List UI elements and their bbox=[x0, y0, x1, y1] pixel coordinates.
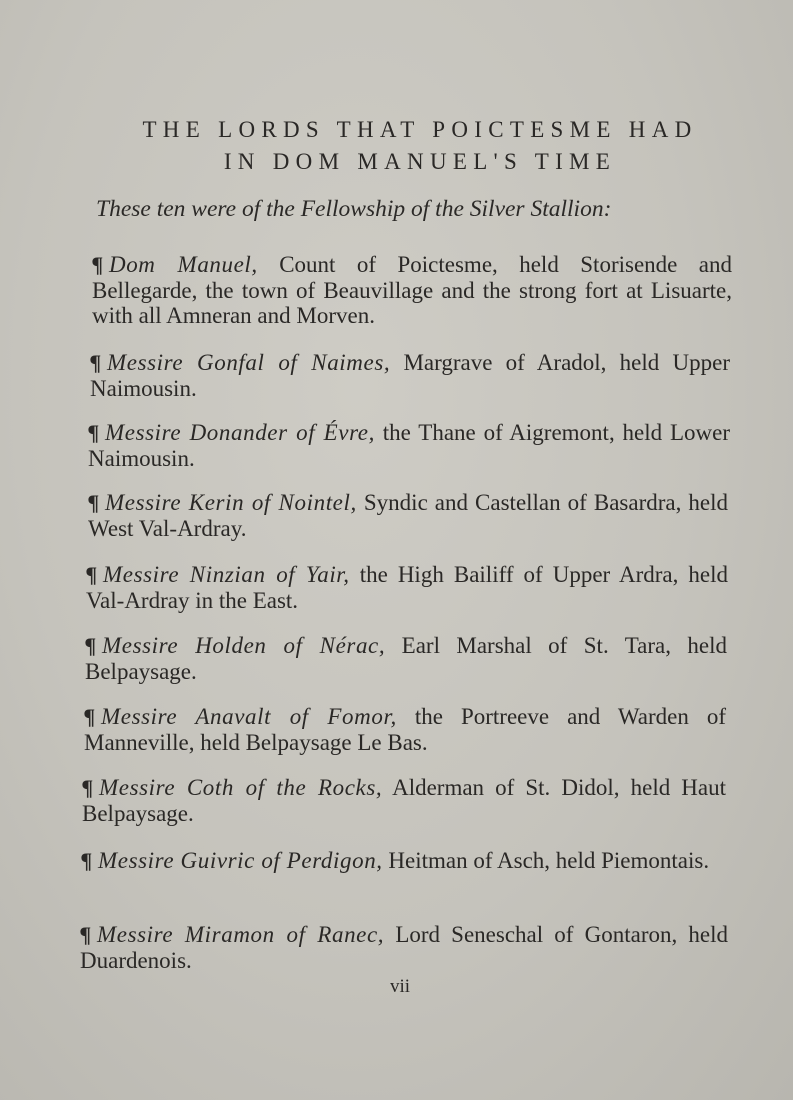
lord-description: Margrave of Aradol, held Upper Naimousin. bbox=[90, 350, 730, 401]
lord-name: Messire Ninzian of Yair, bbox=[103, 562, 350, 587]
lord-entry bbox=[84, 704, 726, 755]
lord-entry bbox=[86, 562, 728, 613]
lord-name: Messire Miramon of Ranec, bbox=[97, 922, 385, 947]
lord-name: Messire Kerin of Nointel, bbox=[105, 490, 357, 515]
lord-description: the High Bailiff of Upper Ardra, held Val-Ardray in the East. bbox=[86, 562, 728, 613]
page-heading-line-1: THE LORDS THAT POICTESME HAD bbox=[142, 117, 698, 142]
lord-description: Earl Marshal of St. Tara, held Belpaysage. bbox=[85, 633, 728, 684]
lord-entry bbox=[88, 490, 728, 541]
lord-description: Syndic and Castellan of Basardra, held West Val-Ardray. bbox=[88, 490, 729, 541]
lord-name: Messire Holden of Nérac, bbox=[102, 633, 386, 658]
pilcrow-mark: ¶ bbox=[82, 775, 93, 800]
pilcrow-mark: ¶ bbox=[85, 633, 96, 658]
lord-description: Lord Seneschal of Gontaron, held Duardenois. bbox=[80, 922, 728, 973]
lord-description: Alderman of St. Didol, held Haut Belpaysage. bbox=[82, 775, 726, 826]
lord-entry bbox=[88, 420, 730, 471]
lord-description: the Thane of Aigremont, held Lower Naimousin. bbox=[88, 420, 730, 471]
lord-name: Messire Gonfal of Naimes, bbox=[107, 350, 391, 375]
lord-entry bbox=[90, 350, 730, 401]
page-heading-line-2: IN DOM MANUEL'S TIME bbox=[223, 149, 617, 174]
lord-entry bbox=[82, 775, 726, 826]
lord-name: Messire Donander of Évre, bbox=[105, 420, 375, 445]
lord-name: Dom Manuel, bbox=[109, 252, 258, 277]
pilcrow-mark: ¶ bbox=[80, 922, 91, 947]
pilcrow-mark: ¶ bbox=[90, 350, 101, 375]
lord-description: the Portreeve and Warden of Manneville, held Belpaysage Le Bas. bbox=[84, 704, 726, 755]
lord-entry bbox=[92, 252, 732, 329]
lord-name: Messire Guivric of Perdigon, bbox=[98, 848, 383, 873]
lord-entry bbox=[85, 633, 727, 684]
lord-entry bbox=[81, 848, 726, 874]
intro-line: These ten were of the Fellowship of the Silver Stallion: bbox=[96, 196, 612, 222]
lord-description: Count of Poictesme, held Storisende and Bellegarde, the town of Beauvillage and the strong fort at Lisuarte, with all Amneran and Morven. bbox=[92, 252, 733, 328]
pilcrow-mark: ¶ bbox=[88, 420, 99, 445]
lord-name: Messire Anavalt of Fomor, bbox=[101, 704, 397, 729]
lord-description: Heitman of Asch, held Piemontais. bbox=[382, 848, 710, 873]
pilcrow-mark: ¶ bbox=[86, 562, 97, 587]
page-number: vii bbox=[389, 976, 411, 997]
pilcrow-mark: ¶ bbox=[84, 704, 95, 729]
lord-name: Messire Coth of the Rocks, bbox=[99, 775, 383, 800]
pilcrow-mark: ¶ bbox=[92, 252, 103, 277]
pilcrow-mark: ¶ bbox=[88, 490, 99, 515]
pilcrow-mark: ¶ bbox=[81, 848, 92, 873]
lord-entry bbox=[80, 922, 728, 973]
